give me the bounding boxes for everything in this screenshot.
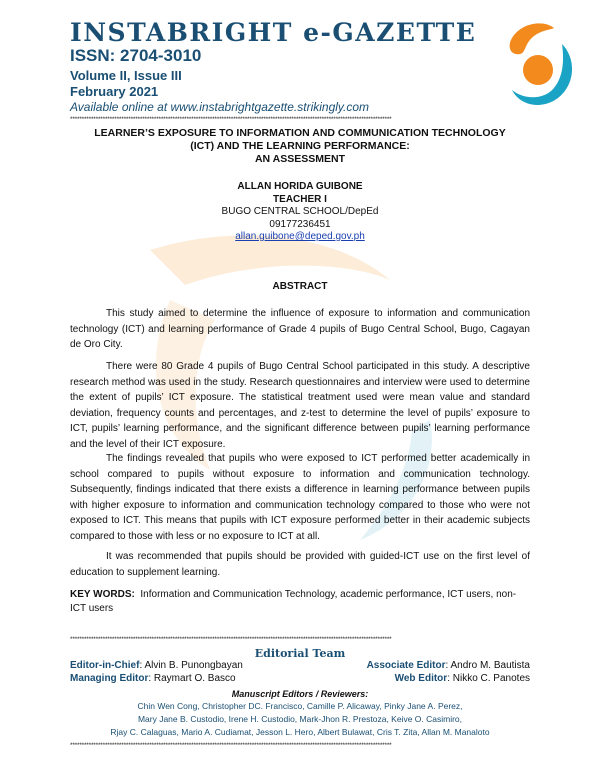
editor-in-chief	[70, 660, 243, 671]
keywords	[70, 588, 530, 616]
associate-editor-label: Associate Editor	[366, 660, 446, 671]
abstract-paragraph: There were 80 Grade 4 pupils of Bugo Central School participated in this study. A descriptive research method was used in the study. Research questionnaires and interview were used to determine the extent of pupils’ ICT exposure. The statistical treatment used were mean value and standard deviation, frequency counts and percentages, and z-test to determine the level of pupils’ exposure to ICT, pupils’ learning performance, and the significant difference between pupils’ learning performance and the level of their ICT exposure.	[70, 361, 530, 450]
editor-in-chief-name: : Alvin B. Punongbayan	[139, 660, 243, 671]
title-line: AN ASSESSMENT	[254, 153, 346, 165]
keywords-label: KEY WORDS:	[70, 589, 135, 600]
issue-date: February 2021	[70, 84, 159, 99]
managing-editor	[70, 673, 236, 684]
article-title	[60, 127, 540, 166]
abstract-paragraph: The findings revealed that pupils who were exposed to ICT performed better academically in school compared to pupils without exposure to information and communication technology. Subsequently, findings indicated that there exists a difference in learning performance between pupils with higher exposure to information and communication technology compared to those who were not exposed to ICT. This means that pupils with ICT exposure performed better in their academic subjects compared to those with less or no exposure to ICT at all.	[70, 453, 530, 542]
header-separator: ******************************************************************************************************************************************	[70, 116, 392, 123]
author-email-link[interactable]: allan.guibone@deped.gov.ph	[235, 231, 365, 242]
abstract-heading: ABSTRACT	[272, 281, 328, 292]
manuscript-editors-line: Chin Wen Cong, Christopher DC. Francisco, Camille P. Alicaway, Pinky Jane A. Perez,	[137, 701, 463, 711]
title-line: (ICT) AND THE LEARNING PERFORMANCE:	[190, 140, 410, 152]
abstract-paragraph: It was recommended that pupils should be provided with guided-ICT use on the first level of education to supplement learning.	[70, 551, 530, 578]
web-editor-label: Web Editor	[394, 673, 448, 684]
associate-editor	[367, 660, 530, 671]
abstract-paragraph: This study aimed to determine the influence of exposure to information and communication technology (ICT) and learning performance of Grade 4 pupils of Bugo Central School, Bugo, Cagayan de Oro City.	[70, 308, 530, 351]
author-phone: 09177236451	[269, 218, 331, 230]
editorial-team-heading: Editorial Team	[254, 647, 346, 660]
author-name: ALLAN HORIDA GUIBONE	[237, 181, 363, 192]
managing-editor-name: : Raymart O. Basco	[148, 673, 236, 684]
masthead: INSTABRIGHT e-GAZETTE	[70, 18, 477, 47]
author-school: BUGO CENTRAL SCHOOL/DepEd	[221, 206, 379, 217]
footer-separator: ******************************************************************************************************************************************	[70, 636, 392, 643]
web-editor-name: : Nikko C. Panotes	[447, 673, 530, 684]
bottom-separator: ******************************************************************************************************************************************	[70, 742, 392, 749]
availability-link[interactable]: Available online at www.instabrightgazette.strikingly.com	[70, 100, 370, 114]
associate-editor-name: : Andro M. Bautista	[445, 660, 530, 671]
issn: ISSN: 2704-3010	[70, 46, 202, 65]
volume-issue: Volume II, Issue III	[70, 68, 182, 83]
title-line: LEARNER’S EXPOSURE TO INFORMATION AND COMMUNICATION TECHNOLOGY	[94, 127, 506, 139]
author-position: TEACHER I	[273, 193, 327, 205]
managing-editor-label: Managing Editor	[70, 673, 149, 684]
manuscript-editors-heading: Manuscript Editors / Reviewers:	[231, 689, 369, 699]
web-editor	[395, 673, 530, 684]
manuscript-editors-line: Mary Jane B. Custodio, Irene H. Custodio, Mark-Jhon R. Prestoza, Keive O. Casimiro,	[137, 714, 463, 724]
author-block	[130, 181, 470, 244]
manuscript-editors-line: Rjay C. Calaguas, Mario A. Cudiamat, Jesson L. Hero, Albert Bulawat, Cris T. Zita, Allan M. Manaloto	[110, 727, 490, 737]
editor-in-chief-label: Editor-in-Chief	[70, 660, 140, 671]
keywords-text: Information and Communication Technology, academic performance, ICT users, non-ICT users	[70, 589, 517, 614]
